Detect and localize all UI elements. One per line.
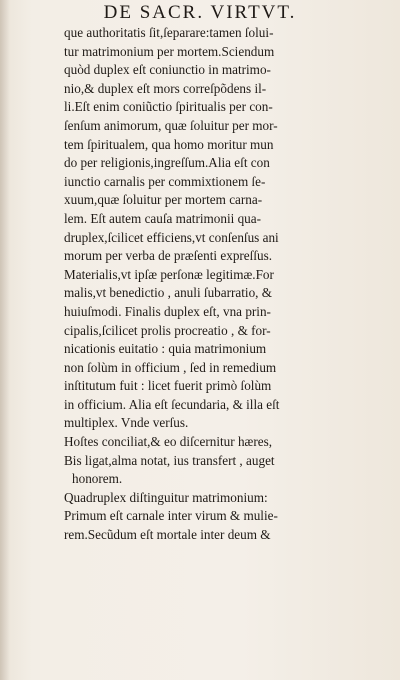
page-edge-shadow (0, 0, 10, 680)
body-text (64, 24, 364, 545)
text-line: xuum,quæ ſoluitur per mortem carna- (64, 192, 263, 208)
text-line: Primum eſt carnale inter virum & mulie- (64, 508, 278, 524)
text-line: non ſolùm in officium , ſed in remedium (64, 359, 277, 375)
text-line: cipalis,ſcilicet prolis procreatio , & for- (64, 322, 271, 338)
text-line: morum per verba de præſenti expreſſus. (64, 248, 273, 264)
text-line: Quadruplex diſtinguitur matrimonium: (64, 489, 268, 505)
text-line: inſtitutum fuit : licet fuerit primò ſolùm (64, 378, 272, 394)
verse-line: Hoſtes conciliat,& eo diſcernitur hæres, (64, 434, 273, 450)
verse-line: Bis ligat,alma notat, ius transfert , auget (64, 452, 275, 468)
text-line: do per religionis,ingreſſum.Alia eſt con (64, 155, 270, 171)
text-line: rem.Secũdum eſt mortale inter deum & (64, 527, 271, 543)
verse-line: honorem. (72, 471, 123, 487)
text-line: druplex,ſcilicet efficiens,vt conſenſus ani (64, 229, 279, 245)
text-line: iunctio carnalis per commixtionem ſe- (64, 173, 266, 189)
text-line: Materialis,vt ipſæ perſonæ legitimæ.For (64, 266, 274, 282)
text-line: tur matrimonium per mortem.Sciendum (64, 43, 275, 59)
text-line: que authoritatis ſit,ſeparare:tamen ſolui- (64, 25, 274, 40)
running-header: DE SACR. VIRTVT. (103, 2, 297, 23)
text-line: nio,& duplex eſt mors correſpõdens il- (64, 80, 267, 96)
text-line: quòd duplex eſt coniunctio in matrimo- (64, 62, 271, 78)
text-line: in officium. Alia eſt ſecundaria, & illa eſt (64, 396, 280, 412)
text-line: multiplex. Vnde verſus. (64, 415, 189, 431)
text-line: ſenſum animorum, quæ ſoluitur per mor- (64, 117, 278, 133)
text-line: malis,vt benedictio , anuli ſubarratio, & (64, 285, 273, 301)
text-line: nicationis euitatio : quia matrimonium (64, 341, 267, 357)
text-line: huiuſmodi. Finalis duplex eſt, vna prin- (64, 303, 271, 319)
text-line: tem ſpiritualem, qua homo moritur mun (64, 136, 274, 152)
text-line: lem. Eſt autem cauſa matrimonii qua- (64, 210, 262, 226)
text-line: li.Eſt enim coniũctio ſpiritualis per con- (64, 99, 273, 115)
